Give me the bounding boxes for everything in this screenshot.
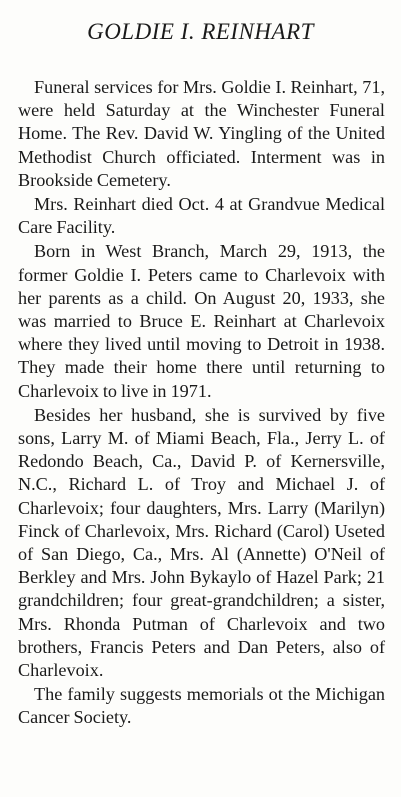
paragraph-biography: Born in West Branch, March 29, 1913, the former Goldie I. Peters came to Charlevoix with her parents as a child. On August 20, 1933, she was married to Bruce E. Reinhart at Charlevoix where they lived until moving to Detroit in 1938. They made their home there until returning to Charlevoix to live in 1971. — [18, 241, 385, 401]
paragraph-date-of-death: Mrs. Reinhart died Oct. 4 at Grandvue Medical Care Facility. — [18, 194, 385, 238]
obituary-body — [18, 76, 385, 731]
paragraph-funeral-services: Funeral services for Mrs. Goldie I. Reinhart, 71, were held Saturday at the Winchester Funeral Home. The Rev. David W. Yingling of the United Methodist Church officiated. Interment was in Brookside Cemetery. — [18, 77, 385, 190]
obituary-headline: GOLDIE I. REINHART — [87, 19, 314, 44]
paragraph-survivors: Besides her husband, she is survived by five sons, Larry M. of Miami Beach, Fla., Jerry L. of Redondo Beach, Ca., David P. of Kernersville, N.C., Richard L. of Troy and Michael J. of Charlevoix; four daughters, Mrs. Larry (Marilyn) Finck of Charlevoix, Mrs. Richard (Carol) Useted of San Diego, Ca., Mrs. Al (Annette) O'Neil of Berkley and Mrs. John Bykaylo of Hazel Park; 21 grandchildren; four great-grandchildren; a sister, Mrs. Rhonda Putman of Charlevoix and two brothers, Francis Peters and Dan Peters, also of Charlevoix. — [18, 404, 385, 681]
paragraph-memorials: The family suggests memorials ot the Michigan Cancer Society. — [18, 684, 385, 728]
